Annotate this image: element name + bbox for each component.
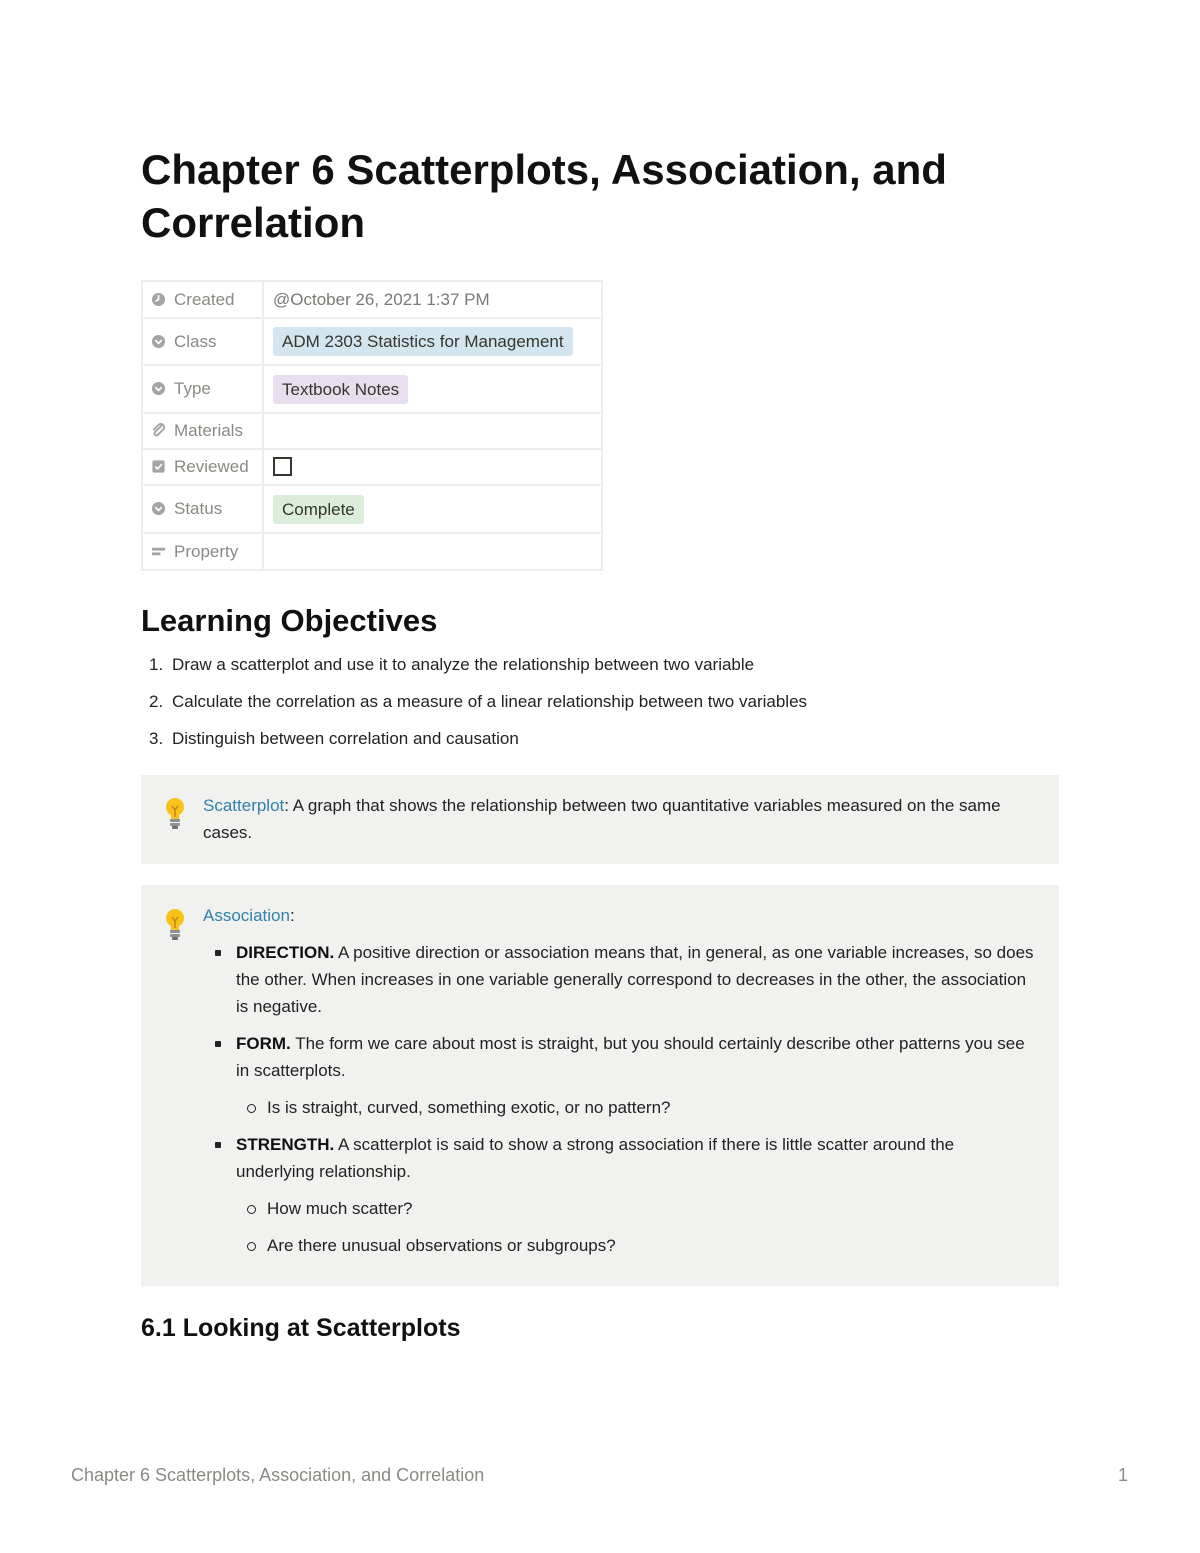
lightbulb-icon bbox=[163, 796, 187, 830]
lightbulb-icon bbox=[163, 907, 187, 941]
scatterplot-term: Scatterplot bbox=[203, 796, 285, 815]
page-title: Chapter 6 Scatterplots, Association, and Correlation bbox=[141, 146, 947, 246]
select-icon bbox=[151, 334, 166, 349]
strength-text: A scatterplot is said to show a strong association if there is little scatter around the underlying relationship. bbox=[236, 1135, 955, 1181]
status-tag[interactable]: Complete bbox=[273, 495, 364, 524]
section-heading: 6.1 Looking at Scatterplots bbox=[141, 1314, 461, 1342]
list-item bbox=[203, 1030, 1037, 1121]
property-row-type bbox=[142, 365, 602, 413]
scatterplot-callout bbox=[141, 775, 1059, 864]
association-callout bbox=[141, 885, 1059, 1286]
property-label-property: Property bbox=[174, 541, 239, 561]
list-item: Is is straight, curved, something exotic, or no pattern? bbox=[236, 1094, 1037, 1121]
list-text: Draw a scatterplot and use it to analyze the relationship between two variable bbox=[172, 655, 755, 674]
property-row-created bbox=[142, 281, 602, 318]
property-value-materials[interactable] bbox=[263, 413, 602, 449]
property-row-property bbox=[142, 533, 602, 570]
property-row-class bbox=[142, 318, 602, 365]
list-number: 3. bbox=[149, 729, 164, 748]
clock-icon bbox=[151, 292, 166, 307]
property-row-materials bbox=[142, 413, 602, 449]
list-number: 2. bbox=[149, 692, 164, 711]
form-text: The form we care about most is straight, but you should certainly describe other patterns you see in scatterplots. bbox=[236, 1034, 1025, 1080]
association-colon: : bbox=[289, 906, 295, 925]
direction-label: DIRECTION. bbox=[236, 943, 335, 962]
footer-title: Chapter 6 Scatterplots, Association, and Correlation bbox=[71, 1465, 485, 1485]
list-item: How much scatter? bbox=[236, 1195, 1037, 1222]
property-label-type: Type bbox=[174, 379, 211, 398]
checkbox-icon bbox=[151, 459, 166, 474]
direction-text: A positive direction or association means that, in general, as one variable increases, so does the other. When increases in one variable generally correspond to decreases in the other, the association is negative. bbox=[236, 943, 1034, 1016]
form-label: FORM. bbox=[236, 1034, 291, 1053]
association-term: Association bbox=[203, 906, 290, 925]
property-value-created[interactable]: @October 26, 2021 1:37 PM bbox=[263, 281, 602, 318]
property-value-property[interactable] bbox=[263, 533, 602, 570]
learning-objectives-heading: Learning Objectives bbox=[141, 603, 438, 638]
property-label-reviewed: Reviewed bbox=[174, 457, 249, 476]
select-icon bbox=[151, 381, 166, 396]
properties-table bbox=[141, 280, 603, 571]
strength-label: STRENGTH. bbox=[236, 1135, 335, 1154]
scatterplot-definition: : A graph that shows the relationship between two quantitative variables measured on the same cases. bbox=[203, 796, 1001, 842]
list-text: Distinguish between correlation and causation bbox=[172, 729, 519, 748]
text-lines-icon bbox=[151, 544, 166, 559]
class-tag[interactable]: ADM 2303 Statistics for Management bbox=[273, 327, 573, 356]
property-row-reviewed bbox=[142, 449, 602, 485]
list-number: 1. bbox=[149, 655, 164, 674]
association-list bbox=[203, 939, 1037, 1259]
property-label-materials: Materials bbox=[174, 421, 243, 440]
list-item bbox=[149, 652, 807, 689]
select-icon bbox=[151, 501, 166, 516]
learning-objectives-list bbox=[149, 652, 807, 763]
page-number: 1 bbox=[1118, 1465, 1129, 1485]
property-label-created: Created bbox=[174, 289, 235, 309]
property-label-status: Status bbox=[174, 499, 223, 518]
list-item: Are there unusual observations or subgroups? bbox=[236, 1232, 1037, 1259]
list-item bbox=[203, 939, 1037, 1020]
type-tag[interactable]: Textbook Notes bbox=[273, 375, 408, 404]
list-item bbox=[149, 726, 807, 763]
list-item bbox=[149, 689, 807, 726]
paperclip-icon bbox=[151, 423, 166, 438]
list-text: Calculate the correlation as a measure of a linear relationship between two variables bbox=[172, 692, 808, 711]
list-item bbox=[203, 1131, 1037, 1259]
property-label-class: Class bbox=[174, 331, 217, 351]
property-row-status bbox=[142, 485, 602, 533]
strength-sublist bbox=[236, 1195, 1037, 1259]
form-sublist bbox=[236, 1094, 1037, 1121]
reviewed-checkbox[interactable] bbox=[273, 457, 292, 476]
